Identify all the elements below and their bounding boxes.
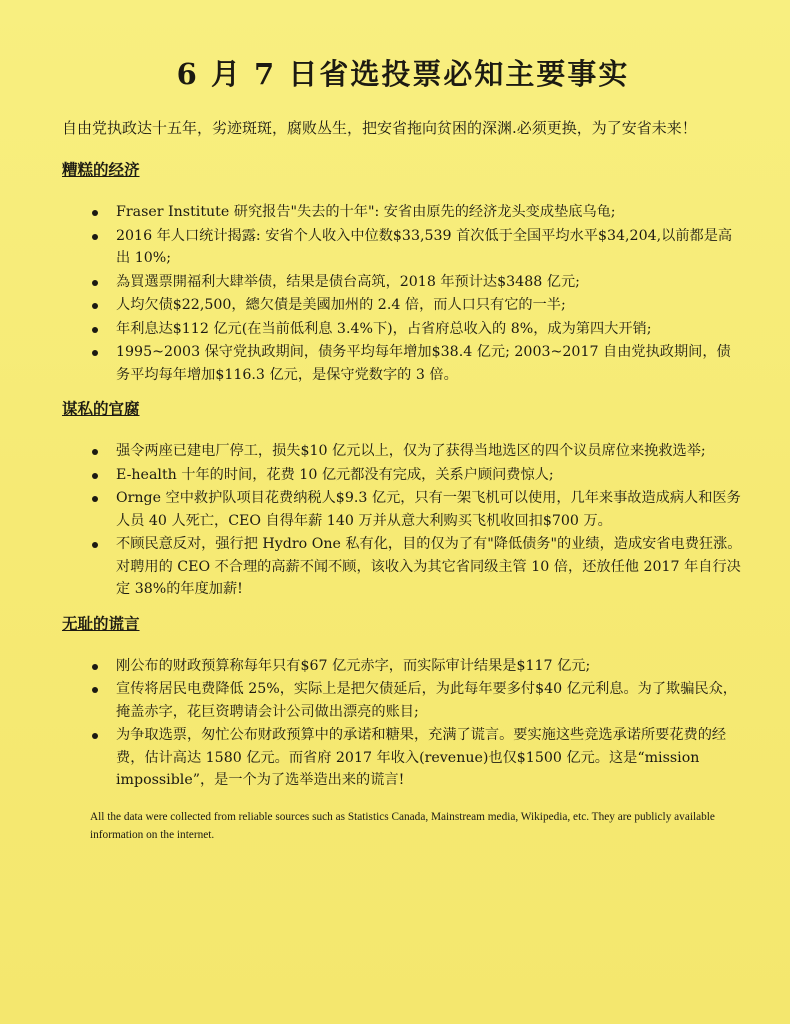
page-title: 6 月 7 日省选投票必知主要事实: [176, 57, 630, 91]
list-item: 强令两座已建电厂停工，损失$10 亿元以上，仅为了获得当地选区的四个议员席位来挽救选举;: [92, 440, 744, 463]
bullet-icon: [92, 350, 98, 356]
bullet-icon: [92, 542, 98, 548]
section-corruption: [62, 398, 744, 601]
bullet-icon: [92, 327, 98, 333]
bullet-icon: [92, 664, 98, 670]
section-lies: [62, 613, 744, 792]
list-item: 2016 年人口统计揭露: 安省个人收入中位数$33,539 首次低于全国平均水平$34,204,以前都是高出 10%;: [92, 225, 744, 270]
bullet-icon: [92, 210, 98, 216]
list-item: 不顾民意反对，强行把 Hydro One 私有化，目的仅为了有"降低债务"的业绩，造成安省电费狂涨。对聘用的 CEO 不合理的高薪不闻不顾，该收入为其它省同级主管 10 倍，还放任他 2017 年自行决定 38%的年度加薪!: [92, 533, 744, 601]
bullet-icon: [92, 234, 98, 240]
bullet-icon: [92, 449, 98, 455]
footer-note: All the data were collected from reliable sources such as Statistics Canada, Mainstream media, Wikipedia, etc. They are publicly available information on the internet.: [90, 810, 715, 841]
section-heading: 无耻的谎言: [62, 613, 140, 633]
bullet-icon: [92, 496, 98, 502]
list-item: 人均欠债$22,500，總欠債是美國加州的 2.4 倍，而人口只有它的一半;: [92, 294, 744, 317]
bullet-icon: [92, 280, 98, 286]
section-heading: 糟糕的经济: [62, 160, 140, 179]
list-item: E-health 十年的时间，花费 10 亿元都没有完成，关系户顾问费惊人;: [92, 464, 744, 487]
bullet-icon: [92, 473, 98, 479]
list-item: 宣传将居民电费降低 25%，实际上是把欠债延后，为此每年要多付$40 亿元利息。为了欺骗民众，掩盖赤字，花巨资聘请会计公司做出漂亮的账目;: [92, 678, 744, 723]
section-heading: 谋私的官腐: [62, 399, 140, 418]
list-item: Ornge 空中救护队项目花费纳税人$9.3 亿元，只有一架飞机可以使用，几年来事故造成病人和医务人员 40 人死亡，CEO 自得年薪 140 万并从意大利购买飞机收回扣$700 万。: [92, 487, 744, 532]
list-item: 1995~2003 保守党执政期间，债务平均每年增加$38.4 亿元; 2003~2017 自由党执政期间，债务平均每年增加$116.3 亿元，是保守党数字的 3 倍。: [92, 341, 744, 386]
list-item: 为争取选票，匆忙公布财政预算中的承诺和糖果，充满了谎言。要实施这些竞选承诺所要花费的经费，估计高达 1580 亿元。而省府 2017 年收入(revenue)也仅$1500 亿元。这是“mission impossible”，是一个为了选举造出来的谎言!: [92, 724, 744, 792]
list-item: 年利息达$112 亿元(在当前低利息 3.4%下)，占省府总收入的 8%，成为第四大开销;: [92, 318, 744, 341]
list-item: 為買選票開福利大肆举债，结果是债台高筑，2018 年预计达$3488 亿元;: [92, 271, 744, 294]
list-item: Fraser Institute 研究报告"失去的十年": 安省由原先的经济龙头变成垫底乌龟;: [92, 201, 744, 224]
intro-paragraph: 自由党执政达十五年，劣迹斑斑，腐败丛生，把安省拖向贫困的深渊.必须更换，为了安省未来！: [62, 119, 697, 137]
bullet-icon: [92, 687, 98, 693]
section-economy: [62, 159, 744, 386]
bullet-list: [62, 201, 744, 386]
bullet-list: [62, 440, 744, 601]
bullet-icon: [92, 733, 98, 739]
bullet-icon: [92, 303, 98, 309]
list-item: 刚公布的财政预算称每年只有$67 亿元赤字，而实际审计结果是$117 亿元;: [92, 655, 744, 678]
bullet-list: [62, 655, 744, 792]
